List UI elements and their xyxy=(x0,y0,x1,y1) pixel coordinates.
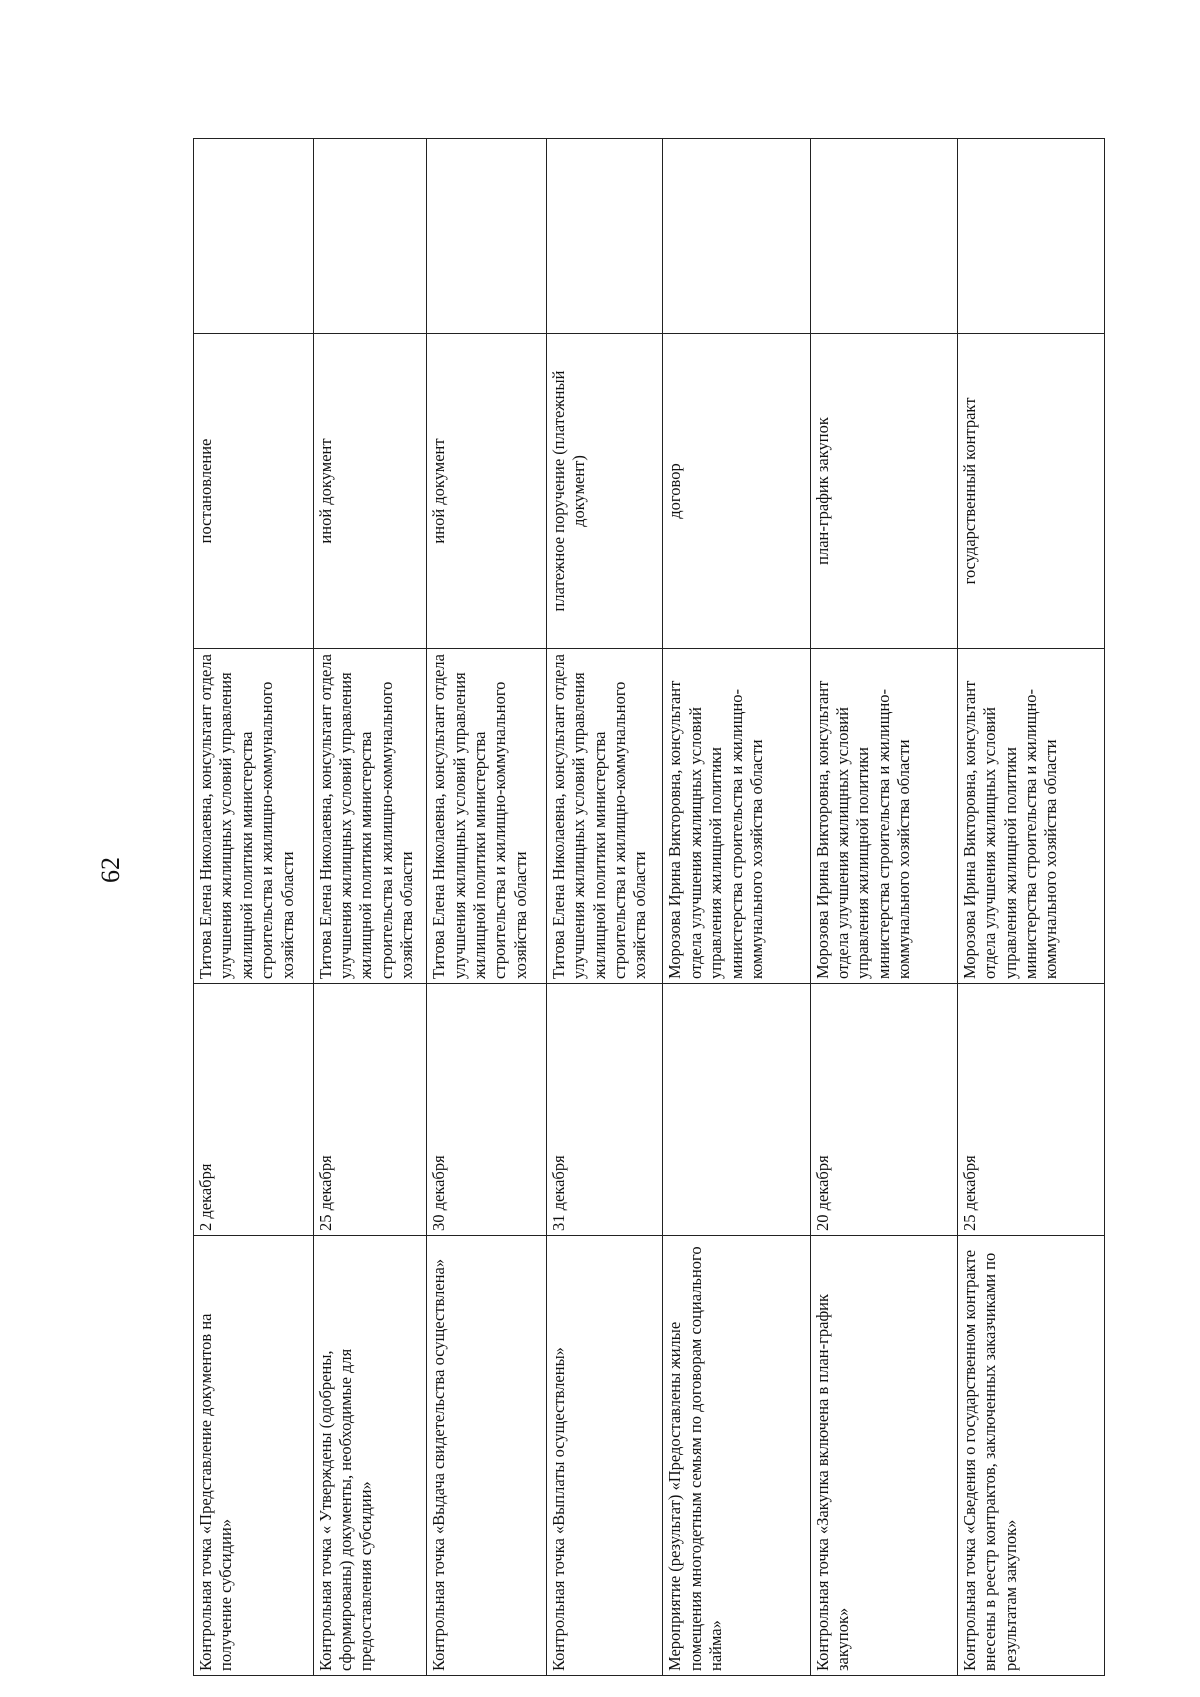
responsible-cell: Морозова Ирина Викторовна, консультант отдела улучшения жилищных условий управления жилищной политики министерства строительства и жилищно-коммунального хозяйства области xyxy=(810,649,957,984)
date-cell xyxy=(663,984,810,1236)
responsible-cell: Титова Елена Николаевна, консультант отдела улучшения жилищных условий управления жилищной политики министерства строительства и жилищно-коммунального хозяйства области xyxy=(313,649,426,984)
event-cell: Контрольная точка «Представление документов на получение субсидии» xyxy=(194,1236,314,1676)
date-cell: 25 декабря xyxy=(957,984,1104,1236)
table-row xyxy=(427,139,547,1676)
date-cell: 2 декабря xyxy=(194,984,314,1236)
table-row xyxy=(313,139,426,1676)
responsible-cell: Титова Елена Николаевна, консультант отдела улучшения жилищных условий управления жилищной политики министерства строительства и жилищно-коммунального хозяйства области xyxy=(427,649,547,984)
notes-cell xyxy=(957,139,1104,334)
date-cell: 25 декабря xyxy=(313,984,426,1236)
event-cell: Контрольная точка «Закупка включена в план-график закупок» xyxy=(810,1236,957,1676)
notes-cell xyxy=(194,139,314,334)
notes-cell xyxy=(663,139,810,334)
document-cell: платежное поручение (платежный документ) xyxy=(546,334,663,649)
date-cell: 20 декабря xyxy=(810,984,957,1236)
event-cell: Контрольная точка « Утверждены (одобрены, сформированы) документы, необходимые для предоставления субсидии» xyxy=(313,1236,426,1676)
event-cell: Мероприятие (результат) «Предоставлены жилые помещения многодетным семьям по договорам социального найма» xyxy=(663,1236,810,1676)
event-cell: Контрольная точка «Сведения о государственном контракте внесены в реестр контрактов, заключенных заказчиками по результатам закупок» xyxy=(957,1236,1104,1676)
document-cell: постановление xyxy=(194,334,314,649)
document-cell: договор xyxy=(663,334,810,649)
notes-cell xyxy=(546,139,663,334)
notes-cell xyxy=(427,139,547,334)
notes-cell xyxy=(810,139,957,334)
document-cell: иной документ xyxy=(313,334,426,649)
date-cell: 30 декабря xyxy=(427,984,547,1236)
responsible-cell: Морозова Ирина Викторовна, консультант отдела улучшения жилищных условий управления жилищной политики министерства строительства и жилищно-коммунального хозяйства области xyxy=(957,649,1104,984)
event-cell: Контрольная точка «Выплаты осуществлены» xyxy=(546,1236,663,1676)
document-cell: план-график закупок xyxy=(810,334,957,649)
date-cell: 31 декабря xyxy=(546,984,663,1236)
responsible-cell: Титова Елена Николаевна, консультант отдела улучшения жилищных условий управления жилищной политики министерства строительства и жилищно-коммунального хозяйства области xyxy=(194,649,314,984)
document-cell: иной документ xyxy=(427,334,547,649)
event-cell: Контрольная точка «Выдача свидетельства осуществлена» xyxy=(427,1236,547,1676)
plan-table xyxy=(193,138,1105,1676)
plan-table-wrapper xyxy=(193,139,1105,1676)
table-row xyxy=(194,139,314,1676)
table-row xyxy=(663,139,810,1676)
notes-cell xyxy=(313,139,426,334)
table-row xyxy=(810,139,957,1676)
responsible-cell: Титова Елена Николаевна, консультант отдела улучшения жилищных условий управления жилищной политики министерства строительства и жилищно-коммунального хозяйства области xyxy=(546,649,663,984)
responsible-cell: Морозова Ирина Викторовна, консультант отдела улучшения жилищных условий управления жилищной политики министерства строительства и жилищно-коммунального хозяйства области xyxy=(663,649,810,984)
table-row xyxy=(546,139,663,1676)
page-number: 62 xyxy=(96,857,125,883)
table-row xyxy=(957,139,1104,1676)
document-cell: государственный контракт xyxy=(957,334,1104,649)
